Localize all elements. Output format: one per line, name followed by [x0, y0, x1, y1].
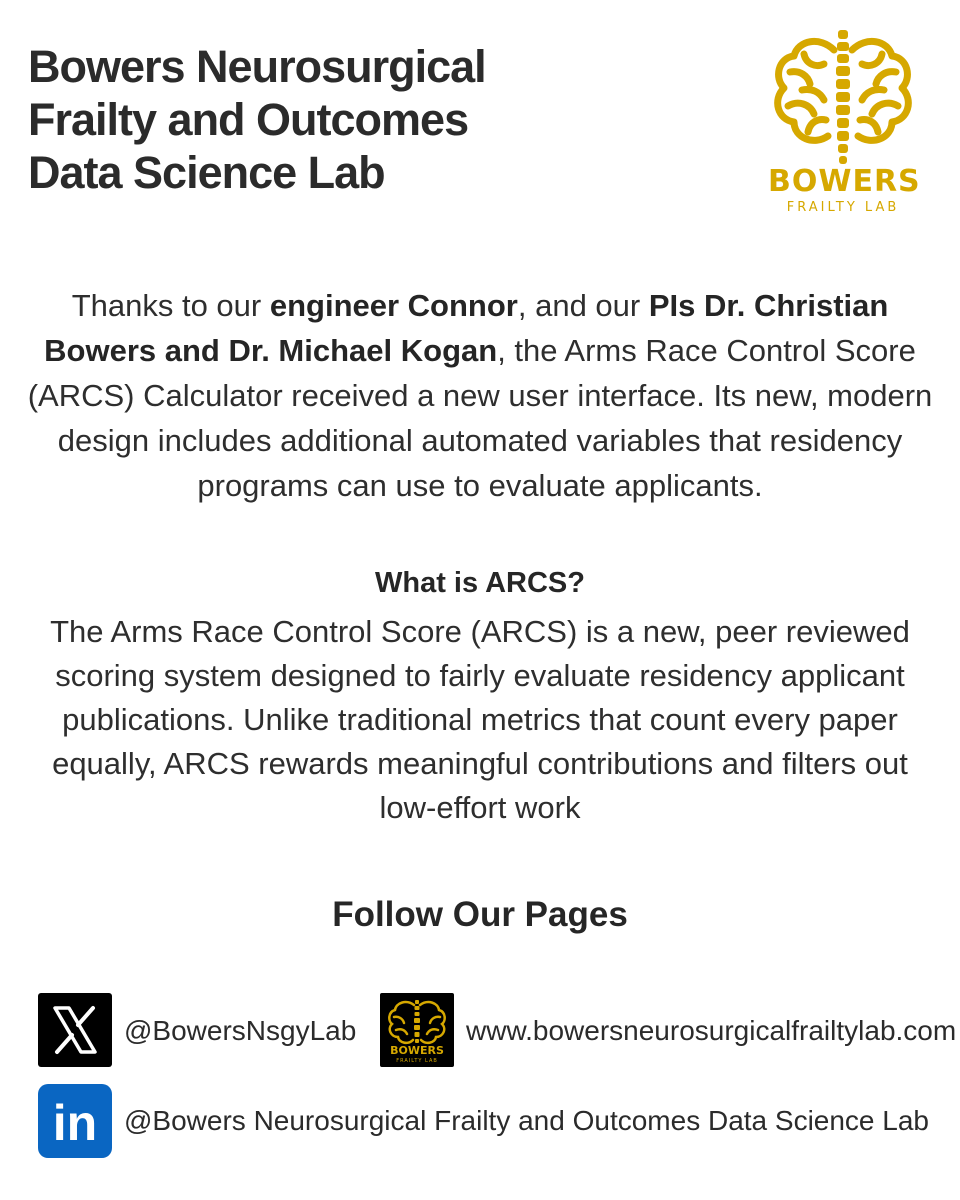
logo-brand-name: BOWERS — [768, 164, 921, 199]
x-handle-link[interactable]: @BowersNsgyLab — [124, 1015, 357, 1046]
intro-text-1: Thanks to our — [71, 288, 270, 323]
title-line-1: Bowers Neurosurgical — [28, 41, 486, 92]
logo-brand-subtitle: FRAILTY LAB — [786, 200, 900, 215]
linkedin-icon[interactable] — [38, 1084, 112, 1158]
x-logo-icon[interactable] — [38, 993, 112, 1067]
bowers-frailty-lab-logo-icon[interactable] — [380, 993, 454, 1067]
lab-icon-brand-sub: FRAILTY LAB — [396, 1058, 438, 1064]
website-link[interactable]: www.bowersneurosurgicalfrailtylab.com — [466, 1015, 957, 1046]
bowers-frailty-lab-logo — [768, 28, 921, 218]
arcs-heading: What is ARCS? — [375, 567, 585, 599]
linkedin-handle-link[interactable]: @Bowers Neurosurgical Frailty and Outcomes Data Science Lab — [124, 1105, 929, 1136]
intro-text-3: , the Arms Race Control Score (ARCS) Calculator received a new user interface. Its new, modern design includes additional automated variables that residency programs can use to evaluate applicants. — [27, 333, 933, 503]
brain-spine-logo-icon — [768, 28, 918, 168]
intro-bold-pis: PIs Dr. Christian Bowers and Dr. Michael Kogan — [44, 288, 889, 368]
follow-heading: Follow Our Pages — [332, 895, 628, 934]
arcs-description: The Arms Race Control Score (ARCS) is a new, peer reviewed scoring system designed to fairly evaluate residency applicant publications. Unlike traditional metrics that count every paper equally, ARCS rewards meaningful contributions and filters out low-effort work — [50, 614, 910, 825]
title-line-3: Data Science Lab — [28, 147, 385, 198]
lab-icon-brand: BOWERS — [390, 1044, 444, 1057]
intro-bold-engineer: engineer Connor — [269, 288, 518, 323]
title-line-2: Frailty and Outcomes — [28, 94, 469, 145]
intro-paragraph — [20, 283, 940, 508]
page-title — [28, 40, 588, 199]
linkedin-icon-text: in — [52, 1095, 98, 1151]
intro-text-2: , and our — [517, 288, 649, 323]
